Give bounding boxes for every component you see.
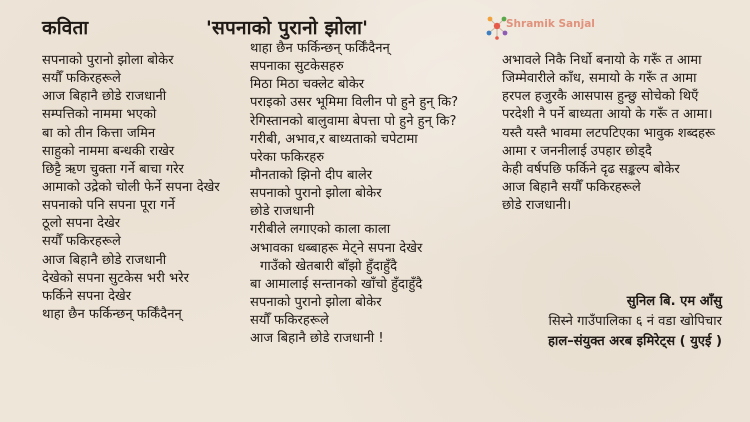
author-name: सुनिल बि. एम आँसु [626, 294, 722, 309]
poem-line: सयौँ फकिरहरूले [250, 313, 329, 329]
author-current-location: हाल–संयुक्त अरब इमिरेट्स ( युएई ) [547, 334, 722, 349]
poem-line: पराइको उसर भूमिमा विलीन पो हुने हुन् कि? [250, 95, 459, 111]
poem-line: सपनाको पुरानो झोला बोकेर [250, 294, 382, 310]
network-logo-icon [486, 14, 508, 40]
poem-line: देखेको सपना सुटकेस भरी भरेर [42, 270, 189, 286]
author-location: सिस्ने गाउँपालिका ६ नं वडा खोपिचार [548, 314, 722, 329]
poem-line: छोडे राजधानी [250, 204, 315, 220]
poem-line: परदेशी नै पर्ने बाध्यता आयो के गरूँ त आमा। [502, 107, 713, 123]
poem-line: सयौँ फकिरहरूले [42, 234, 121, 250]
poem-line: सम्पत्तिको नाममा भएको [42, 107, 157, 123]
poem-line: थाहा छैन फर्किन्छन् फर्किँदैनन् [250, 41, 390, 56]
poem-line: बा आमालाई सन्तानको खाँचो हुँदाहुँदै [250, 276, 423, 292]
poem-line: सपनाको पुरानो झोला बोकेर [250, 186, 382, 202]
poem-title: 'सपनाको पुरानो झोला' [206, 17, 369, 39]
poem-line: साहुको नाममा बन्धकी राखेर [42, 143, 175, 159]
poem-line: सयौँ फकिरहरूले [42, 71, 121, 87]
poem-line: सपनाका सुटकेसहरु [250, 59, 344, 75]
author-signature [548, 292, 722, 352]
poem-line: केही वर्षपछि फर्किने दृढ सङ्कल्प बोकेर [502, 161, 680, 177]
poem-line: परेका फकिरहरु [250, 149, 325, 165]
poem-column-3 [502, 52, 715, 215]
poem-line: मिठा मिठा चक्लेट बोकेर [250, 77, 365, 93]
poem-line: आज बिहानै छोडे राजधानी [42, 89, 167, 105]
poem-line: ठूलो सपना देखेर [42, 216, 121, 232]
poem-column-2 [250, 40, 458, 348]
brand-name: Shramik Sanjal [506, 18, 595, 30]
poem-line: आज बिहानै सयौँ फकिरहरूले [502, 179, 641, 195]
poem-line: छिट्टै ऋण चुक्ता गर्ने बाचा गरेर [42, 161, 184, 177]
poem-line: आज बिहानै छोडे राजधानी [42, 252, 167, 268]
poem-line: फर्किने सपना देखेर [42, 288, 132, 304]
poem-column-1 [42, 52, 220, 324]
poem-line: मौनताको झिनो दीप बालेर [250, 167, 373, 183]
poem-line: गाउँको खेतबारी बाँझो हुँदाहुँदै [260, 258, 398, 274]
poem-line: अभावका धब्बाहरू मेट्ने सपना देखेर [250, 240, 423, 256]
category-heading: कविता [42, 17, 89, 39]
poem-line: रेगिस्तानको बालुवामा बेपत्ता पो हुने हुन् कि? [250, 113, 457, 129]
poem-line: आज बिहानै छोडे राजधानी ! [250, 331, 384, 347]
poem-line: आमाको उद्रेको चोली फेर्ने सपना देखेर [42, 179, 220, 195]
poem-line: बा को तीन कित्ता जमिन [42, 125, 156, 141]
poem-line: आमा र जननीलाई उपहार छोड्दै [502, 143, 652, 159]
poem-line: हरपल हजुरकै आसपास हुन्छु सोचेको थिएँ [502, 89, 699, 105]
shramik-sanjal-logo[interactable] [486, 12, 611, 48]
poem-line: यस्तै यस्तै भावमा लटपटिएका भावुक शब्दहरू [502, 125, 716, 141]
poem-line: गरीबी, अभाव,र बाध्यताको चपेटामा [250, 131, 418, 147]
poem-line: गरीबीले लगाएको काला काला [250, 222, 391, 238]
poem-line: थाहा छैन फर्किन्छन् फर्किँदैनन् [42, 306, 182, 322]
poem-line: सपनाको पनि सपना पूरा गर्ने [42, 198, 175, 214]
poem-line: सपनाको पुरानो झोला बोकेर [42, 53, 174, 68]
poem-line: अभावले निकै निर्धो बनायो के गरूँ त आमा [502, 53, 702, 68]
poem-line: जिम्मेवारीले काँध, समायो के गरूँ त आमा [502, 71, 697, 87]
poem-line: छोडे राजधानी। [502, 198, 572, 214]
